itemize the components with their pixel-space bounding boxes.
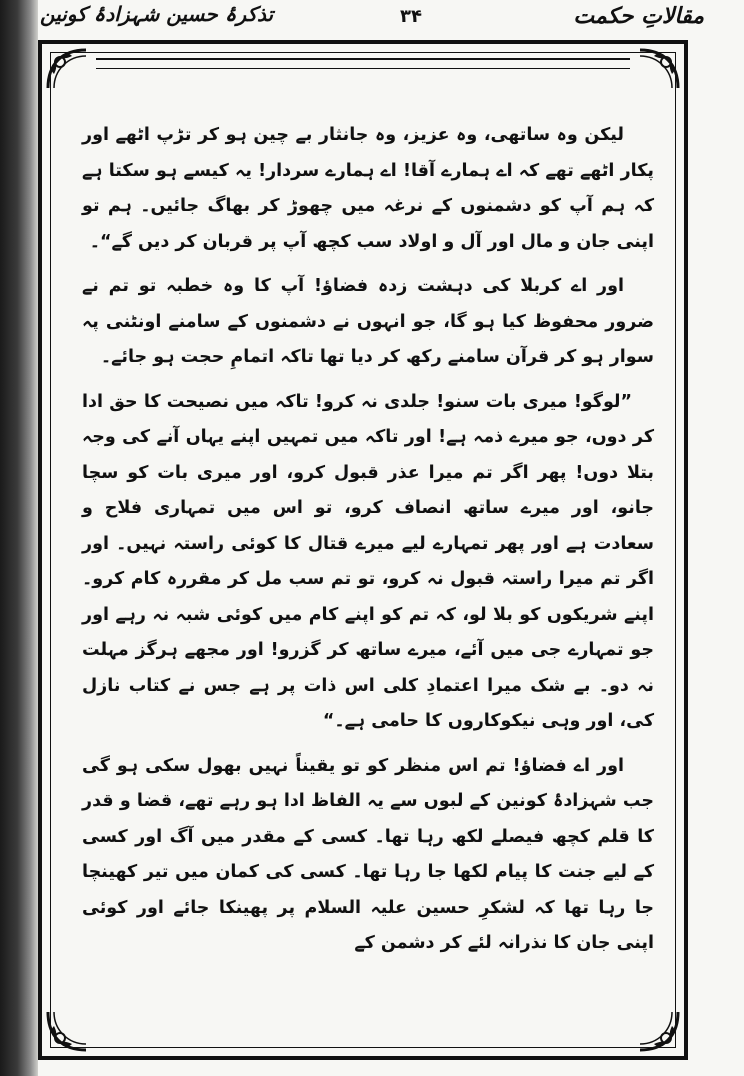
corner-ornament-icon bbox=[44, 46, 90, 92]
paragraph-fate-scene: اور اے فضاؤ! تم اس منظر کو تو یقیناً نہیں بھول سکی ہو گی جب شہزادۂ کونین کے لبوں سے یہ الفاظ ادا ہو رہے تھے، قضا و قدر کا قلم کچھ فیصلے لکھ رہا تھا۔ کسی کے مقدر میں آگ اور کسی کے لیے جنت کا پیام لکھا جا رہا تھا۔ کسی کی کمان میں تیر کھینچا جا رہا تھا کہ لشکرِ حسین علیہ السلام پر پھینکا جائے اور کوئی اپنی جان کا نذرانہ لئے کر دشمن کے bbox=[82, 755, 654, 953]
paragraph-sermon-quote: ”لوگو! میری بات سنو! جلدی نہ کرو! تاکہ میں نصیحت کا حق ادا کر دوں، جو میرے ذمہ ہے! اور تاکہ میں تمہیں اپنے یہاں آنے کی وجہ بتلا دوں! پھر اگر تم میرا عذر قبول کرو، اور میری بات کو سچا جانو، اور میرے ساتھ انصاف کرو، تو اس میں تمہاری فلاح و سعادت ہے اور پھر تمہارے لیے میرے قتال کا کوئی راستہ نہیں۔ اور اگر تم میرا راستہ قبول نہ کرو، تو تم سب مل کر مقررہ کام کرو۔ اپنے شریکوں کو بلا لو، کہ تم کو اپنے کام میں کوئی شبہ نہ رہے اور جو تمہارے جی میں آئے، میرے ساتھ کر گزرو! اور مجھے ہرگز مہلت نہ دو۔ بے شک میرا اعتمادِ کلی اس ذات پر ہے جس نے کتاب نازل کی، اور وہی نیکوکاروں کا حامی ہے۔“ bbox=[82, 391, 654, 731]
running-header-book-title: مقالاتِ حکمت bbox=[573, 4, 704, 29]
running-header-chapter-title: تذکرۂ حسین شہزادۂ کونین bbox=[40, 2, 274, 26]
binding-gutter-shadow bbox=[0, 0, 38, 1076]
top-ornamental-rule bbox=[96, 58, 630, 69]
paragraph-companions-reply: لیکن وہ ساتھی، وہ عزیز، وہ جانثار بے چین ہو کر تڑپ اٹھے اور پکار اٹھے تھے کہ اے ہمارے آقا! اے ہمارے سردار! یہ کیسے ہو سکتا ہے کہ ہم آپ کو دشمنوں کے نرغہ میں چھوڑ کر بھاگ جائیں۔ ہم تو اپنی جان و مال اور آل و اولاد سب کچھ آپ پر قربان کر دیں گے“۔ bbox=[82, 125, 654, 252]
paragraph-karbala-sermon-intro: اور اے کربلا کی دہشت زدہ فضاؤ! آپ کا وہ خطبہ تو تم نے ضرور محفوظ کیا ہو گا، جو انہوں نے دشمنوں کے سامنے اونٹنی پہ سوار ہو کر قرآن سامنے رکھ کر دیا تھا تاکہ اتمامِ حجت ہو جائے۔ bbox=[82, 276, 654, 367]
page-header bbox=[40, 0, 734, 40]
corner-ornament-icon bbox=[636, 46, 682, 92]
page-number: ۳۴ bbox=[400, 6, 422, 27]
corner-ornament-icon bbox=[636, 1008, 682, 1054]
body-text bbox=[82, 118, 654, 971]
corner-ornament-icon bbox=[44, 1008, 90, 1054]
